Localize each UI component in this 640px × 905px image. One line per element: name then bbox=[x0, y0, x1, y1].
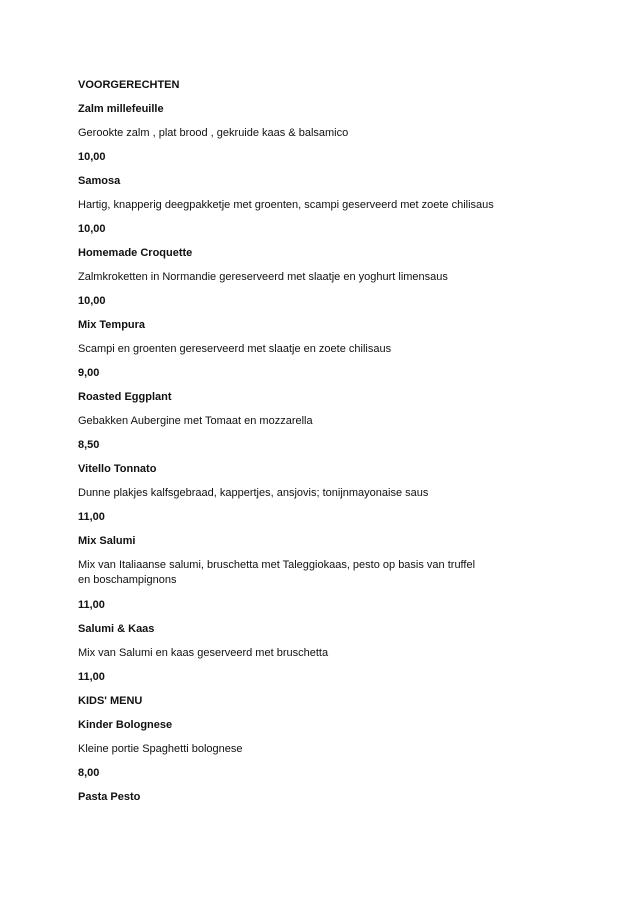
section-heading-voorgerechten: VOORGERECHTEN bbox=[78, 79, 180, 91]
menu-page bbox=[78, 78, 578, 814]
item-price: 9,00 bbox=[78, 367, 100, 379]
item-name: Mix Tempura bbox=[78, 319, 146, 331]
item-description: Gerookte zalm , plat brood , gekruide kaas & balsamico bbox=[78, 127, 349, 139]
item-name: Samosa bbox=[78, 175, 121, 187]
item-price: 8,50 bbox=[78, 439, 100, 451]
item-description: Scampi en groenten gereserveerd met slaatje en zoete chilisaus bbox=[78, 343, 392, 355]
item-price: 10,00 bbox=[78, 223, 106, 235]
item-price: 10,00 bbox=[78, 151, 106, 163]
item-price: 10,00 bbox=[78, 295, 106, 307]
item-description: Mix van Salumi en kaas geserveerd met bruschetta bbox=[78, 647, 329, 659]
item-name: Salumi & Kaas bbox=[78, 623, 155, 635]
item-description: Mix van Italiaanse salumi, bruschetta met Taleggiokaas, pesto op basis van truffel en boschampignons bbox=[78, 559, 476, 586]
section-heading-kids-menu: KIDS' MENU bbox=[78, 695, 143, 707]
item-description: Zalmkroketten in Normandie gereserveerd met slaatje en yoghurt limensaus bbox=[78, 271, 448, 283]
item-name: Pasta Pesto bbox=[78, 791, 141, 803]
item-price: 8,00 bbox=[78, 767, 100, 779]
item-description: Kleine portie Spaghetti bolognese bbox=[78, 743, 243, 755]
item-name: Vitello Tonnato bbox=[78, 463, 157, 475]
item-name: Roasted Eggplant bbox=[78, 391, 172, 403]
item-name: Kinder Bolognese bbox=[78, 719, 173, 731]
item-name: Zalm millefeuille bbox=[78, 103, 164, 115]
item-description: Hartig, knapperig deegpakketje met groenten, scampi geserveerd met zoete chilisaus bbox=[78, 199, 494, 211]
item-name: Homemade Croquette bbox=[78, 247, 193, 259]
item-price: 11,00 bbox=[78, 671, 105, 683]
item-description: Gebakken Aubergine met Tomaat en mozzarella bbox=[78, 415, 313, 427]
item-name: Mix Salumi bbox=[78, 535, 136, 547]
item-price: 11,00 bbox=[78, 599, 105, 611]
item-description: Dunne plakjes kalfsgebraad, kappertjes, ansjovis; tonijnmayonaise saus bbox=[78, 487, 429, 499]
item-price: 11,00 bbox=[78, 511, 105, 523]
